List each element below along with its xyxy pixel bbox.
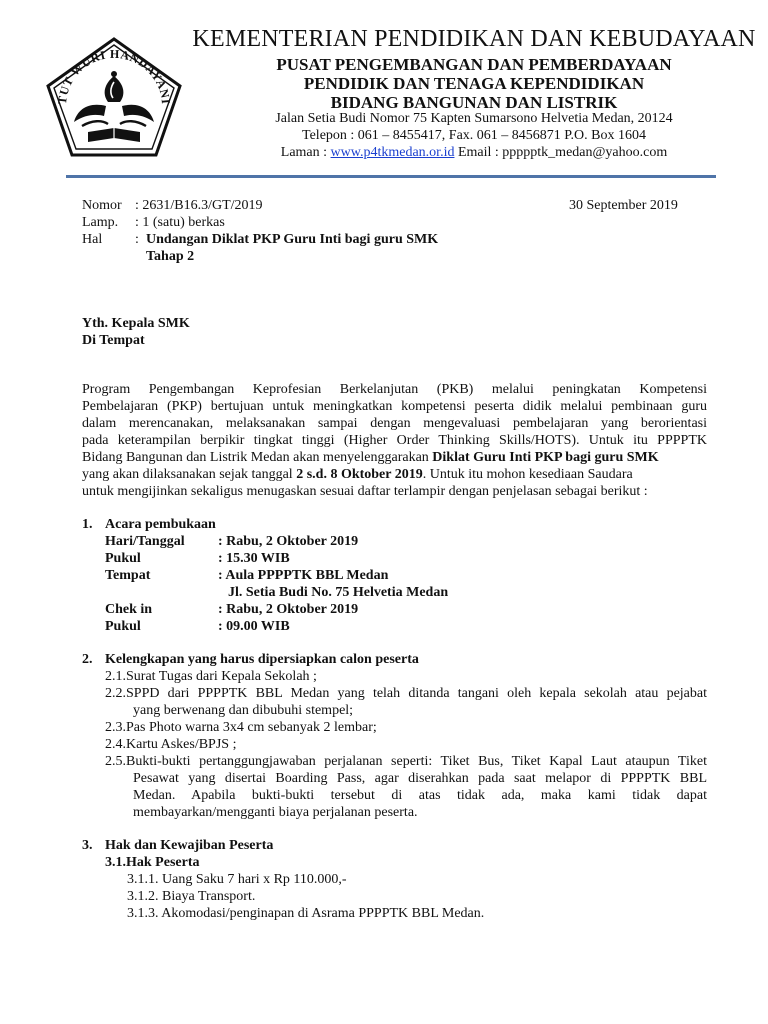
email-text: Email : ppppptk_medan@yahoo.com: [454, 145, 668, 160]
website-link[interactable]: www.p4tkmedan.or.id: [330, 145, 455, 160]
row-label: Hari/Tanggal: [105, 534, 185, 549]
list-item: 2.5.Bukti-bukti pertanggungjawaban perjalanan seperti: Tiket Bus, Tiket Kapal Laut ataupun Tiket: [105, 754, 707, 769]
agency-line-1: PUSAT PENGEMBANGAN DAN PEMBERDAYAAN: [276, 55, 672, 74]
section-3-title: Hak dan Kewajiban Peserta: [105, 838, 274, 853]
body-line-5: [82, 449, 659, 466]
row-value: Jl. Setia Budi No. 75 Helvetia Medan: [228, 585, 449, 600]
agency-address: Jalan Setia Budi Nomor 75 Kapten Sumarsono Helvetia Medan, 20124: [275, 111, 673, 126]
section-3-number: 3.: [82, 838, 93, 853]
row-value: : 09.00 WIB: [218, 619, 290, 634]
lamp-value: : 1 (satu) berkas: [135, 215, 225, 230]
body-line-1: Program Pengembangan Keprofesian Berkelanjutan (PKB) melalui peningkatan Kompetensi: [82, 382, 707, 397]
body-line-5-text: Bidang Bangunan dan Listrik Medan akan menyelenggarakan: [82, 450, 433, 465]
row-value: : Rabu, 2 Oktober 2019: [218, 534, 359, 549]
hal-subject: Undangan Diklat PKP Guru Inti bagi guru SMK: [146, 232, 439, 247]
row-label: Pukul: [105, 619, 141, 634]
list-item-cont: membayarkan/mengganti biaya perjalanan peserta.: [133, 805, 418, 820]
row-label: Pukul: [105, 551, 141, 566]
body-line-4: pada keterampilan berpikir tingkat tinggi (Higher Order Thinking Skills/HOTS). Untuk itu PPPPTK: [82, 433, 707, 448]
diklat-name: Diklat Guru Inti PKP bagi guru SMK: [432, 450, 659, 465]
body-line-6: [82, 466, 633, 483]
letter-date: 30 September 2019: [569, 198, 678, 213]
row-label: Tempat: [105, 568, 151, 583]
body-line-7: untuk mengijinkan sekaligus menugaskan sesuai daftar terlampir dengan penjelasan sebagai berikut :: [82, 484, 648, 499]
list-item-cont: Medan. Apabila bukti-bukti tersebut di atas tidak ada, maka kami tidak dapat: [133, 788, 707, 803]
row-value: : Aula PPPPTK BBL Medan: [218, 568, 389, 583]
body-line-2: Pembelajaran (PKP) bertujuan untuk meningkatkan kompetensi peserta didik melalui pembinaan guru: [82, 399, 707, 414]
hal-label: Hal: [82, 232, 103, 247]
section-1-title: Acara pembukaan: [105, 517, 216, 532]
agency-line-3: BIDANG BANGUNAN DAN LISTRIK: [330, 93, 618, 112]
section-2-number: 2.: [82, 652, 93, 667]
list-item-cont: yang berwenang dan dibubuhi stempel;: [133, 703, 354, 718]
nomor-label: Nomor: [82, 198, 122, 213]
hal-colon: :: [135, 232, 139, 247]
agency-phone: Telepon : 061 – 8455417, Fax. 061 – 8456871 P.O. Box 1604: [302, 128, 646, 143]
list-item: 2.2.SPPD dari PPPPTK BBL Medan yang telah ditanda tangani oleh kepala sekolah atau pejabat: [105, 686, 707, 701]
body-line-6-end: . Untuk itu mohon kesediaan Saudara: [422, 467, 633, 482]
nomor-value: : 2631/B16.3/GT/2019: [135, 198, 263, 213]
list-item: 2.3.Pas Photo warna 3x4 cm sebanyak 2 lembar;: [105, 720, 377, 735]
web-label: Laman :: [280, 145, 331, 160]
subsection-title: 3.1.Hak Peserta: [105, 855, 200, 870]
row-label: Chek in: [105, 602, 153, 617]
recipient-line: Yth. Kepala SMK: [82, 316, 190, 331]
list-item: 2.1.Surat Tugas dari Kepala Sekolah ;: [105, 669, 317, 684]
body-line-3: dalam merencanakan, melaksanakan sampai dengan mengevaluasi pembelajaran yang berorientasi: [82, 416, 707, 431]
section-1-number: 1.: [82, 517, 93, 532]
list-item: 3.1.3. Akomodasi/penginapan di Asrama PPPPTK BBL Medan.: [127, 906, 485, 921]
row-value: : Rabu, 2 Oktober 2019: [218, 602, 359, 617]
section-2-title: Kelengkapan yang harus dipersiapkan calon peserta: [105, 652, 419, 667]
hal-subject-cont: Tahap 2: [146, 249, 195, 264]
ministry-name: KEMENTERIAN PENDIDIKAN DAN KEBUDAYAAN: [192, 26, 756, 52]
lamp-label: Lamp.: [82, 215, 119, 230]
list-item: 3.1.1. Uang Saku 7 hari x Rp 110.000,-: [127, 872, 347, 887]
diklat-dates: 2 s.d. 8 Oktober 2019: [296, 467, 423, 482]
body-line-6-text: yang akan dilaksanakan sejak tanggal: [82, 467, 297, 482]
agency-line-2: PENDIDIK DAN TENAGA KEPENDIDIKAN: [303, 74, 645, 93]
recipient-place: Di Tempat: [82, 333, 145, 348]
svg-text:TUT WURI HANDAYANI: TUT WURI HANDAYANI: [54, 46, 174, 105]
list-item: 2.4.Kartu Askes/BPJS ;: [105, 737, 237, 752]
agency-contact: [180, 145, 768, 161]
tut-wuri-handayani-logo: [44, 36, 184, 158]
row-value: : 15.30 WIB: [218, 551, 290, 566]
list-item-cont: Pesawat yang disertai Boarding Pass, agar diserahkan pada saat melapor di PPPPTK BBL: [133, 771, 707, 786]
header-divider: [66, 175, 716, 178]
list-item: 3.1.2. Biaya Transport.: [127, 889, 256, 904]
